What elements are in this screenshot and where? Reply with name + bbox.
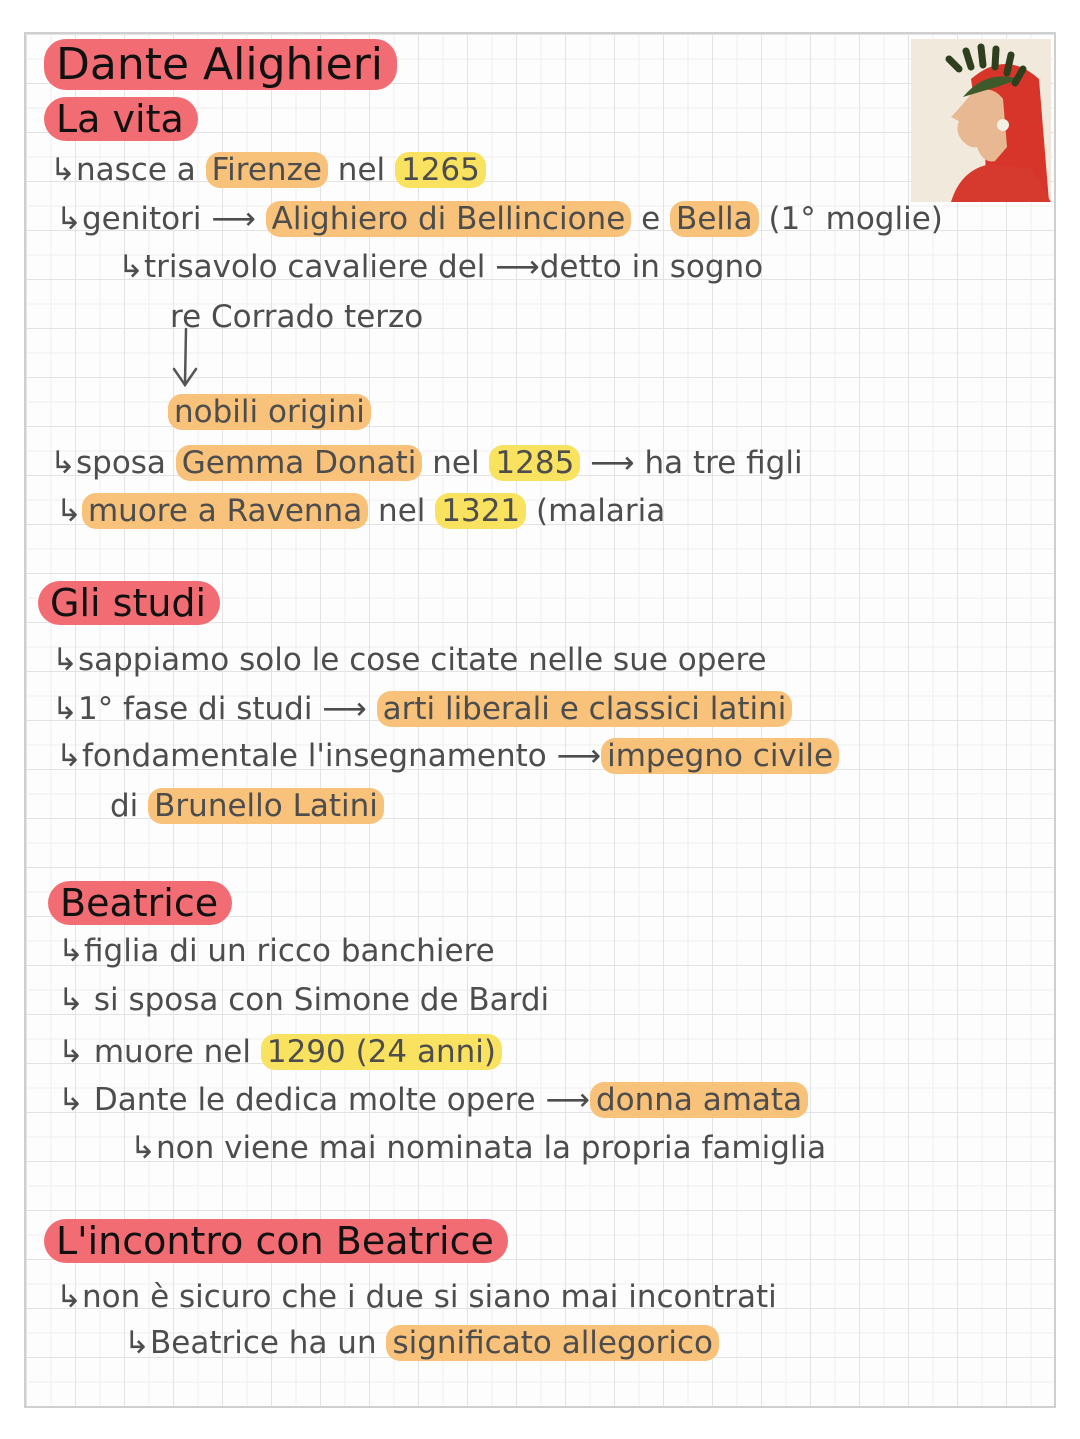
return-arrow-icon: ↳ [58, 1034, 94, 1070]
return-arrow-icon: ↳ [130, 1130, 156, 1166]
list-item: ↳trisavolo cavaliere del ⟶detto in sogno [118, 249, 764, 285]
return-arrow-icon: ↳ [56, 1279, 82, 1315]
list-item: ↳nasce a Firenze nel 1265 [50, 150, 486, 190]
return-arrow-icon: ↳ [52, 691, 78, 727]
list-item: ↳non viene mai nominata la propria famiglia [130, 1130, 827, 1166]
list-item: ↳fondamentale l'insegnamento ⟶ impegno civile [56, 736, 839, 776]
list-item: ↳ muore nel 1290 (24 anni) [58, 1032, 502, 1072]
list-item: ↳ muore a Ravenna nel 1321 (malaria [56, 493, 666, 529]
return-arrow-icon: ↳ [56, 201, 82, 237]
list-item: re Corrado terzo [170, 299, 424, 335]
list-item: di Brunello Latini [110, 786, 384, 826]
return-arrow-icon: ↳ [50, 152, 76, 188]
down-arrow-icon [170, 327, 200, 389]
dante-portrait-icon [911, 39, 1051, 202]
return-arrow-icon: ↳ [124, 1325, 150, 1361]
return-arrow-icon: ↳ [50, 445, 76, 481]
section-heading-beatrice: Beatrice [48, 880, 232, 926]
right-arrow-icon: ⟶ [322, 691, 377, 727]
section-heading-incontro: L'incontro con Beatrice [44, 1218, 508, 1264]
return-arrow-icon: ↳ [56, 493, 82, 529]
list-item: ↳non è sicuro che i due si siano mai incontrati [56, 1279, 777, 1315]
list-item: ↳ Dante le dedica molte opere ⟶ donna amata [58, 1080, 808, 1120]
return-arrow-icon: ↳ [52, 642, 78, 678]
return-arrow-icon: ↳ [58, 933, 84, 969]
list-item: ↳sappiamo solo le cose citate nelle sue opere [52, 642, 767, 678]
right-arrow-icon: ⟶ [556, 738, 602, 774]
section-heading-studi: Gli studi [38, 580, 220, 626]
return-arrow-icon: ↳ [58, 982, 94, 1018]
list-item: ↳sposa Gemma Donati nel 1285 ⟶ ha tre figli [50, 445, 803, 481]
return-arrow-icon: ↳ [56, 738, 82, 774]
return-arrow-icon: ↳ [58, 1082, 94, 1118]
right-arrow-icon: ⟶ [545, 1082, 590, 1118]
list-item: nobili origini [168, 392, 371, 432]
page-title: Dante Alighieri [44, 38, 397, 92]
list-item: ↳ si sposa con Simone de Bardi [58, 982, 550, 1018]
list-item: ↳figlia di un ricco banchiere [58, 933, 495, 969]
list-item: ↳Beatrice ha un significato allegorico [124, 1323, 719, 1363]
list-item: ↳1° fase di studi ⟶ arti liberali e classici latini [52, 689, 792, 729]
return-arrow-icon: ↳ [118, 249, 144, 285]
right-arrow-icon: ⟶ [495, 249, 540, 285]
list-item: ↳genitori ⟶ Alighiero di Bellincione e Bella (1° moglie) [56, 201, 943, 237]
right-arrow-icon: ⟶ [211, 201, 266, 237]
section-heading-vita: La vita [44, 96, 198, 142]
right-arrow-icon: ⟶ [580, 445, 635, 481]
